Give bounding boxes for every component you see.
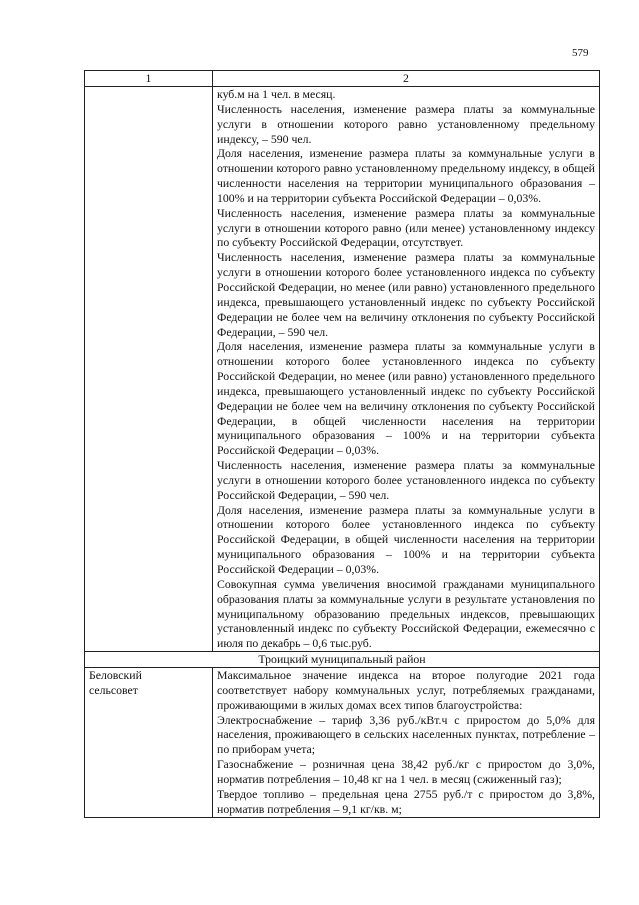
paragraph: Совокупная сумма увеличения вносимой гражданами муниципального образования платы за коммунальные услуги в результате установления по муниципальному образованию предельных индексов, превышающих установленный индекс по субъекту Российской Федерации, ежемесячно с июля по декабрь – 0,6 тыс.руб. <box>217 576 595 651</box>
paragraph: Максимальное значение индекса на второе полугодие 2021 года соответствует набору коммунальных услуг, потребляемых гражданами, проживающими в жилых домах всех типов благоустройства: <box>217 668 595 712</box>
paragraph: Численность населения, изменение размера платы за коммунальные услуги в отношении которого равно (или менее) установленному индексу по субъекту Российской Федерации, отсутствует. <box>217 205 595 250</box>
page-number: 579 <box>572 47 589 59</box>
table-row <box>85 668 600 817</box>
municipality-name-line: сельсовет <box>89 682 138 697</box>
document-table <box>84 70 600 818</box>
section-title: Троицкий муниципальный район <box>85 652 600 668</box>
paragraph: Доля населения, изменение размера платы за коммунальные услуги в отношении которого равно установленному предельному индексу, в общей численности населения на территории муниципального образования – 100% и на территории субъекта Российской Федерации – 0,03%. <box>217 146 595 205</box>
paragraph: куб.м на 1 чел. в месяц. <box>217 87 336 101</box>
row1-col1 <box>85 87 213 652</box>
table-row <box>85 87 600 652</box>
paragraph: Твердое топливо – предельная цена 2755 руб./т с приростом до 3,8%, норматив потребления – 9,1 кг/кв. м; <box>217 786 595 816</box>
paragraph: Численность населения, изменение размера платы за коммунальные услуги в отношении которого равно установленному предельному индексу, – 590 чел. <box>217 101 595 146</box>
paragraph: Доля населения, изменение размера платы за коммунальные услуги в отношении которого более установленного индекса по субъекту Российской Федерации, в общей численности населения на территории муниципального образования – 100% и на территории субъекта Российской Федерации – 0,03%. <box>217 502 595 576</box>
municipality-name <box>85 668 213 817</box>
row1-col2 <box>213 87 600 652</box>
paragraph: Газоснабжение – розничная цена 38,42 руб./кг с приростом до 3,0%, норматив потребления – 10,48 кг на 1 чел. в месяц (сжиженный газ); <box>217 757 595 786</box>
section-row <box>85 652 600 668</box>
header-col-1: 1 <box>85 71 213 87</box>
header-col-2: 2 <box>213 71 600 87</box>
paragraph: Электроснабжение – тариф 3,36 руб./кВт.ч с приростом до 5,0% для населения, проживающего в сельских населенных пунктах, потребление – по приборам учета; <box>217 712 595 757</box>
row2-col2 <box>213 668 600 817</box>
paragraph: Численность населения, изменение размера платы за коммунальные услуги в отношении которого более установленного индекса по субъекту Российской Федерации, но менее (или равно) установленного предельного индекса, превышающего установленный индекс по субъекту Российской Федерации не более чем на величину отклонения по субъекту Российской Федерации, – 590 чел. <box>217 250 595 339</box>
municipality-name-line: Беловский <box>89 668 142 683</box>
paragraph: Численность населения, изменение размера платы за коммунальные услуги в отношении которого более установленного индекса по субъекту Российской Федерации, – 590 чел. <box>217 458 595 502</box>
table-header-row <box>85 71 600 87</box>
paragraph: Доля населения, изменение размера платы за коммунальные услуги в отношении которого более установленного индекса по субъекту Российской Федерации, но менее (или равно) установленного предельного индекса, превышающего установленный индекс по субъекту Российской Федерации не более чем на величину отклонения по субъекту Российской Федерации, в общей численности населения на территории муниципального образования – 100% и на территории субъекта Российской Федерации – 0,03%. <box>217 339 595 458</box>
